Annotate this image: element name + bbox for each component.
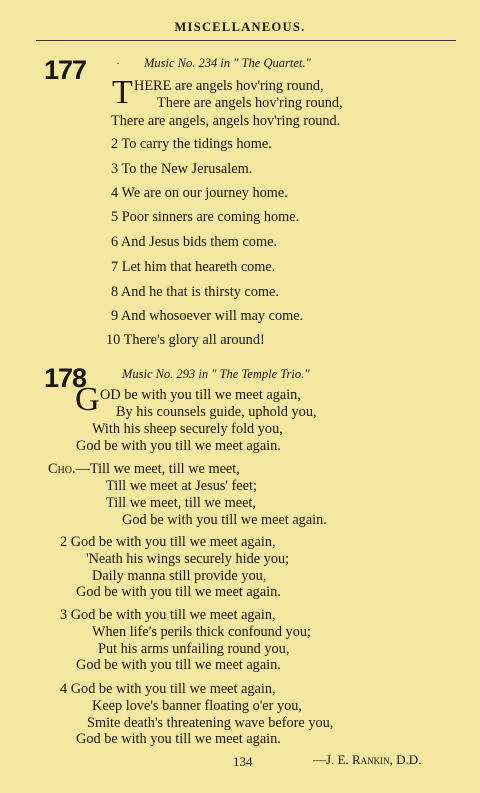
hymn177-verse-7: 7 Let him that heareth come. (111, 259, 276, 275)
hymn-number-177: 177 (44, 55, 87, 85)
hymn177-verse-10: 10 There's glory all around! (106, 332, 265, 348)
hymn178-v1-line-3: With his sheep securely fold you, (92, 421, 283, 437)
hymn178-v3-line-1: 3 God be with you till we meet again, (60, 607, 276, 623)
header-rule (36, 40, 456, 41)
hymn178-v1-line-4: God be with you till we meet again. (76, 438, 281, 454)
page-number: 134 (233, 754, 253, 769)
hymn-number-178: 178 (44, 363, 87, 393)
hymn177-verse-2: 2 To carry the tidings home. (111, 136, 272, 152)
hymn178-v1-line-1: OD be with you till we meet again, (100, 387, 301, 403)
hymn177-verse-5: 5 Poor sinners are coming home. (111, 209, 300, 225)
hymn178-v4-line-2: Keep love's banner floating o'er you, (92, 698, 303, 714)
hymn178-v2-line-3: Daily manna still provide you, (92, 568, 267, 584)
hymn177-verse-4: 4 We are on our journey home. (111, 185, 288, 201)
author-credit: —J. E. Rankin, D.D. (313, 752, 422, 767)
chorus-line-3: Till we meet, till we meet, (106, 495, 256, 511)
hymn177-line-1: HERE are angels hov'ring round, (134, 78, 324, 94)
music-reference-178: Music No. 293 in " The Temple Trio." (122, 367, 310, 381)
drop-cap-178: G (75, 381, 100, 418)
hymn178-v3-line-4: God be with you till we meet again. (76, 657, 281, 673)
hymn178-v2-line-2: 'Neath his wings securely hide you; (86, 551, 290, 567)
hymn178-v1-line-2: By his counsels guide, uphold you, (116, 404, 317, 420)
hymn177-line-2: There are angels hov'ring round, (157, 95, 343, 111)
music-reference-177: Music No. 234 in " The Quartet." (144, 56, 311, 70)
hymn177-verse-3: 3 To the New Jerusalem. (111, 161, 253, 177)
chorus-line-2: Till we meet at Jesus' feet; (106, 478, 257, 494)
bullet-mark: · (116, 56, 120, 70)
hymn177-verse-9: 9 And whosoever will may come. (111, 308, 304, 324)
hymn178-v4-line-1: 4 God be with you till we meet again, (60, 681, 276, 697)
chorus-line-1: —Till we meet, till we meet, (75, 461, 240, 477)
hymn178-v3-line-3: Put his arms unfailing round you, (98, 641, 290, 657)
hymn177-verse-6: 6 And Jesus bids them come. (111, 234, 277, 250)
hymn177-line-3: There are angels, angels hov'ring round. (111, 113, 341, 129)
page-header: MISCELLANEOUS. (174, 20, 306, 34)
hymn178-v4-line-4: God be with you till we meet again. (76, 731, 281, 747)
chorus-line-4: God be with you till we meet again. (122, 512, 327, 528)
drop-cap-177: T (112, 74, 133, 111)
chorus-first-line (48, 462, 240, 476)
hymn178-v4-line-3: Smite death's threatening wave before you, (87, 715, 334, 731)
hymn177-verse-8: 8 And he that is thirsty come. (111, 284, 279, 300)
hymn178-v2-line-1: 2 God be with you till we meet again, (60, 534, 276, 550)
hymn178-v2-line-4: God be with you till we meet again. (76, 584, 281, 600)
hymn178-v3-line-2: When life's perils thick confound you; (92, 624, 311, 640)
chorus-label: Cho. (48, 461, 76, 477)
